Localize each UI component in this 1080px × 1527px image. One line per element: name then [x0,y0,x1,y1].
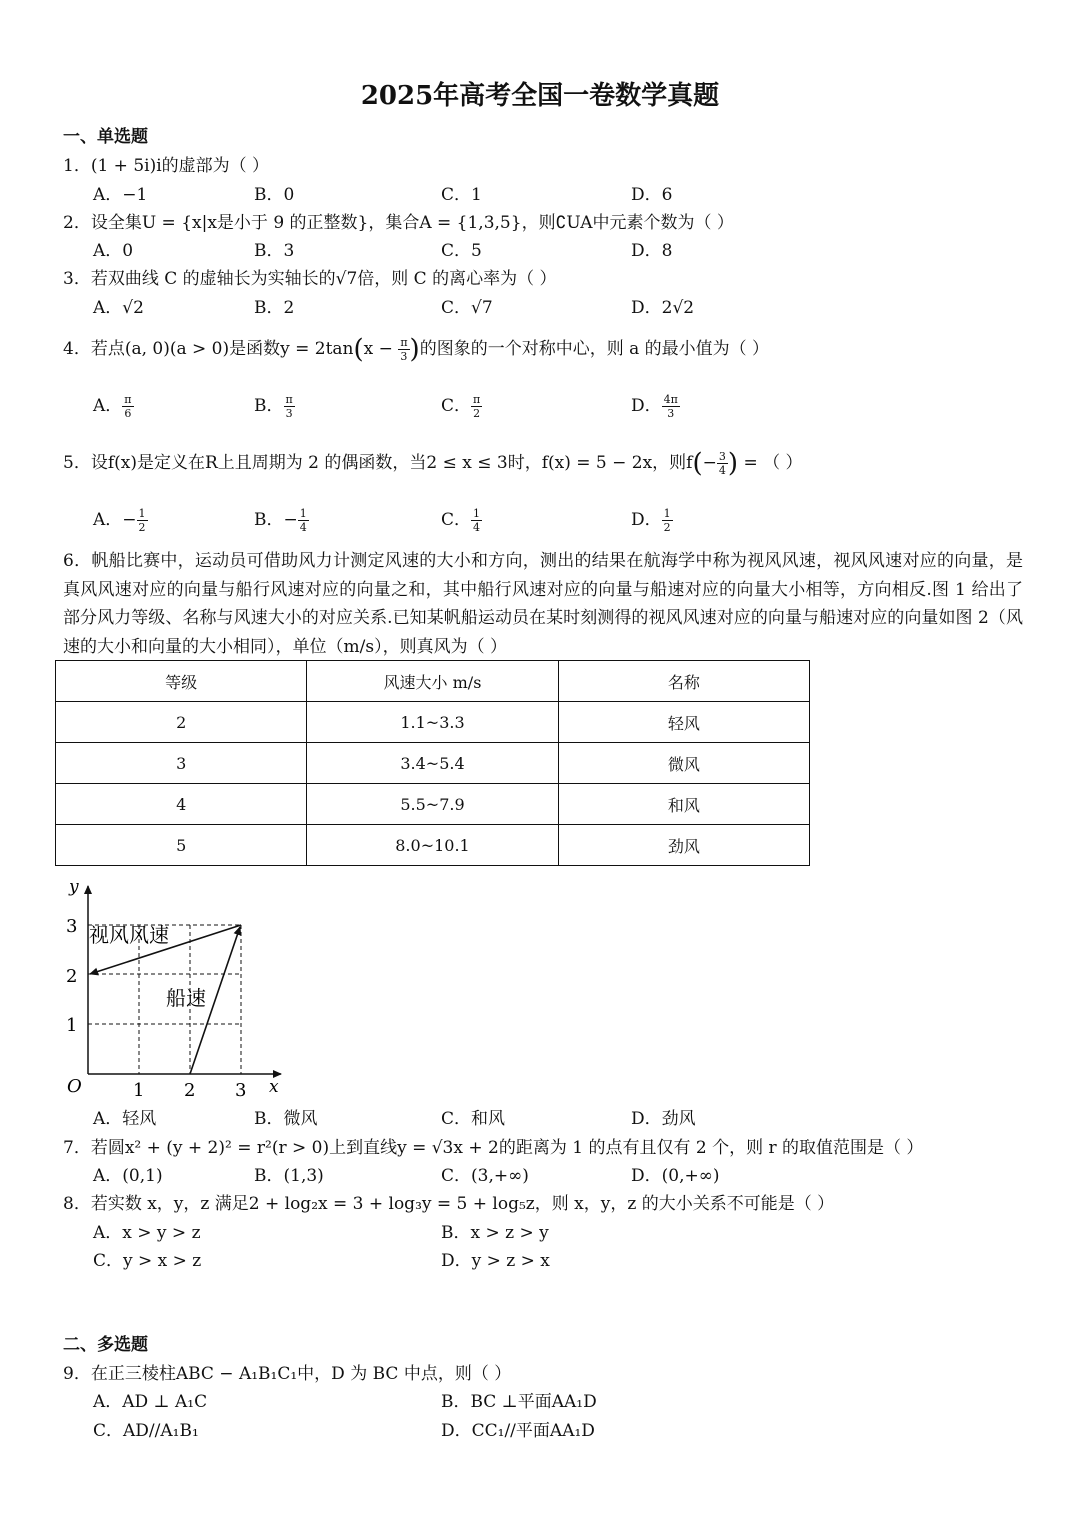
table-row [56,825,810,866]
q3-stem: 3．若双曲线 C 的虚轴长为实轴长的√7倍，则 C 的离心率为（ ） [63,269,557,289]
q8-option-b: B．x > z > y [441,1223,549,1243]
wind-level-table [55,660,810,866]
table-cell: 3 [56,743,307,784]
q3-option-a: A．√2 [93,298,144,318]
q8-option-c: C．y > x > z [93,1251,202,1271]
table-cell: 4 [56,784,307,825]
y-tick-label: 1 [66,1015,78,1036]
table-header: 等级 [56,661,307,702]
q4-stem: 4．若点(a, 0)(a > 0)是函数y = 2tan(x − $\frac{\pi}{3}$ )的图象的一个对称中心，则 a 的最小值为（ ） [63,334,770,365]
q9-stem: 9．在正三棱柱ABC − A₁B₁C₁中，D 为 BC 中点，则（ ） [63,1364,512,1384]
q4-option-d: D． $\frac{4\pi}{3}$ [631,393,678,420]
q9-option-d: D．CC₁//平面AA₁D [441,1421,595,1441]
table-cell: 1.1~3.3 [307,702,558,743]
table-cell: 8.0~10.1 [307,825,558,866]
table-row [56,702,810,743]
q6-option-d: D．劲风 [631,1109,696,1129]
q4-stem-fraction: $\frac{\pi}{3}$ [400,336,408,363]
q3-option-d: D．2√2 [631,298,695,318]
q5-option-c: C． $\frac{1}{4}$ [441,507,481,534]
q2-option-a: A．0 [93,241,134,261]
q4-stem-post: 的图象的一个对称中心，则 a 的最小值为（ ） [419,339,770,359]
y-tick-label: 2 [66,966,78,987]
q5-option-d: D． $\frac{1}{2}$ [631,507,671,534]
table-cell: 和风 [558,784,809,825]
q4-stem-pre: 4．若点(a, 0)(a > 0)是函数y = 2tan [63,339,354,359]
q2-option-c: C．5 [441,241,482,261]
q4-option-a: A． $\frac{\pi}{6}$ [93,393,132,420]
q7-option-a: A．(0,1) [93,1166,163,1186]
q6-option-c: C．和风 [441,1109,506,1129]
y-axis-label: y [69,878,79,897]
table-cell: 3.4~5.4 [307,743,558,784]
x-tick-label: 1 [133,1080,145,1101]
q6-stem: 6．帆船比赛中，运动员可借助风力计测定风速的大小和方向，测出的结果在航海学中称为视风风速，视风风速对应的向量，是真风风速对应的向量与船行风速对应的向量之和，其中船行风速对应的向量与船速对应的向量大小相等，方向相反.图 1 给出了部分风力等级、名称与风速大小的对应关系.已知某帆船运动员在某时刻测得的视风风速对应的向量与船速对应的向量如图 2（风速的大小和向量的大小相同），单位（m/s），则真风为（ ） [63,551,1023,657]
table-cell: 5.5~7.9 [307,784,558,825]
x-tick-label: 3 [235,1080,247,1101]
y-tick-label: 3 [66,916,78,937]
q7-option-d: D．(0,+∞) [631,1166,720,1186]
section-heading-multiple-choice: 二、多选题 [63,1335,148,1355]
q1-option-b: B．0 [254,185,295,205]
q3-option-c: C．√7 [441,298,493,318]
vector-graph [55,878,295,1108]
q2-option-d: D．8 [631,241,673,261]
table-cell: 5 [56,825,307,866]
x-tick-label: 2 [184,1080,196,1101]
table-header-row [56,661,810,702]
q9-option-a: A．AD ⊥ A₁C [93,1392,208,1412]
q8-option-d: D．y > z > x [441,1251,550,1271]
q4-option-b: B． $\frac{\pi}{3}$ [254,393,293,420]
table-header: 风速大小 m/s [307,661,558,702]
x-axis-label: x [269,1077,279,1097]
q5-option-a: A．− $\frac{1}{2}$ [93,507,146,534]
q1-stem: 1．(1 + 5i)i的虚部为（ ） [63,156,270,176]
boat-speed-label: 船速 [166,986,206,1010]
q1-option-a: A．−1 [93,185,148,205]
table-row [56,743,810,784]
table-row [56,784,810,825]
q9-option-c: C．AD//A₁B₁ [93,1421,199,1441]
table-cell: 轻风 [558,702,809,743]
apparent-wind-label: 视风风速 [89,923,169,947]
q2-option-b: B．3 [254,241,295,261]
q7-option-b: B．(1,3) [254,1166,324,1186]
q1-option-c: C．1 [441,185,482,205]
page-title: 2025年高考全国一卷数学真题 [360,81,720,111]
section-heading-single-choice: 一、单选题 [63,127,148,147]
q3-option-b: B．2 [254,298,295,318]
q5-stem: 5．设f(x)是定义在R上且周期为 2 的偶函数，当2 ≤ x ≤ 3时，f(x) = 5 − 2x，则f(− $\frac{3}{4}$ ) = （ ） [63,448,803,479]
table-cell: 微风 [558,743,809,784]
origin-label: O [67,1076,82,1097]
q7-option-c: C．(3,+∞) [441,1166,529,1186]
q8-option-a: A．x > y > z [93,1223,201,1243]
q9-option-b: B．BC ⊥平面AA₁D [441,1392,597,1412]
grid-lines [88,925,241,1074]
q6-option-b: B．微风 [254,1109,318,1129]
q6-option-a: A．轻风 [93,1109,157,1129]
table-cell: 劲风 [558,825,809,866]
q7-stem: 7．若圆x² + (y + 2)² = r²(r > 0)上到直线y = √3x + 2的距离为 1 的点有且仅有 2 个，则 r 的取值范围是（ ） [63,1138,924,1158]
q8-stem: 8．若实数 x，y，z 满足2 + log₂x = 3 + log₃y = 5 + log₅z，则 x，y，z 的大小关系不可能是（ ） [63,1194,835,1214]
q4-option-c: C． $\frac{\pi}{2}$ [441,393,481,420]
q2-stem: 2．设全集U = {x|x是小于 9 的正整数}，集合A = {1,3,5}，则∁UA中元素个数为（ ） [63,213,734,233]
table-cell: 2 [56,702,307,743]
table-header: 名称 [558,661,809,702]
q5-option-b: B．− $\frac{1}{4}$ [254,507,307,534]
q4-stem-x: x − [363,339,393,359]
q1-option-d: D．6 [631,185,673,205]
